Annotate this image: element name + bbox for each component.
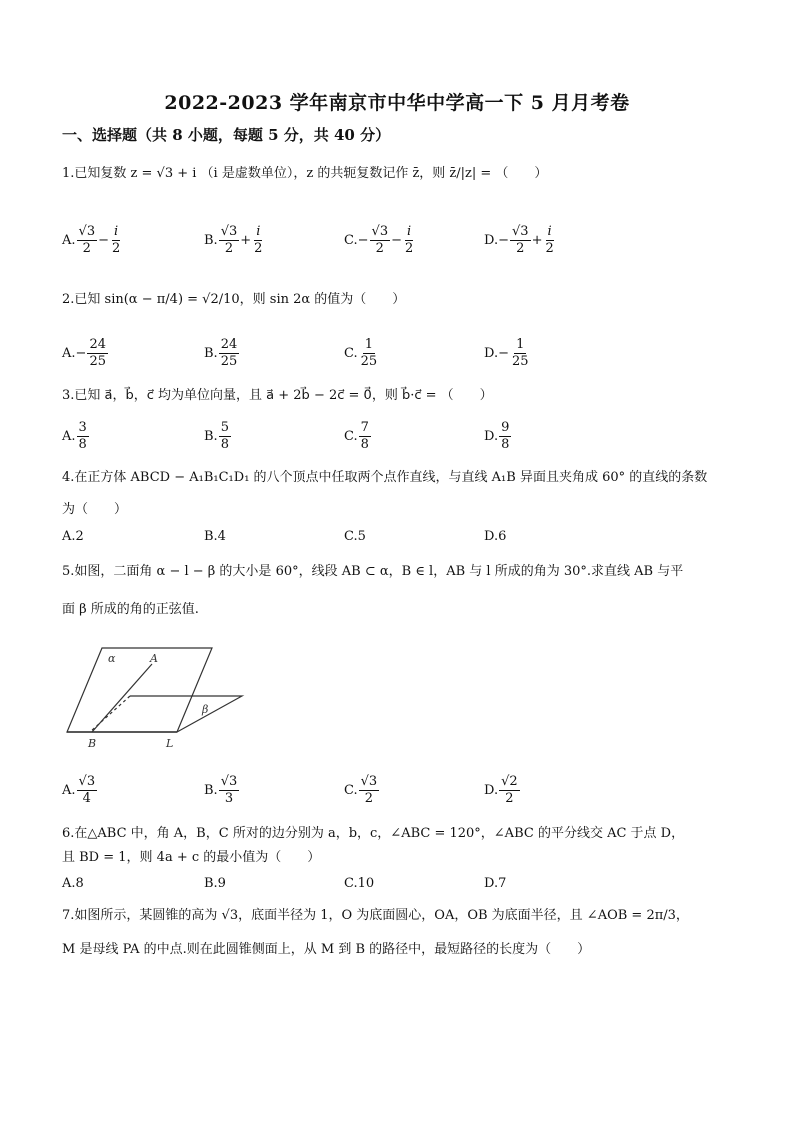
fraction: $\frac{i}{2}$ <box>545 223 554 256</box>
question-2: 2.已知 sin(α − π/4) = √2/10，则 sin 2α 的值为（ ） <box>62 292 406 307</box>
q1-option-b[interactable]: B. $\frac{√3}{2}$ + $\frac{i}{2}$ <box>204 223 263 256</box>
q4-option-b[interactable]: B.4 <box>204 529 226 544</box>
segment-ab <box>92 664 152 732</box>
q4-option-d[interactable]: D.6 <box>484 529 507 544</box>
question-1: 1.已知复数 z = √3 + i （i 是虚数单位），z 的共轭复数记作 z̄，则 z̄/|z| = （ ） <box>62 166 548 181</box>
fraction: $\frac{√3}{3}$ <box>220 773 238 806</box>
label-beta: β <box>202 703 209 716</box>
q4-option-a[interactable]: A.2 <box>62 529 84 544</box>
q3-option-d[interactable]: D. $\frac{9}{8}$ <box>484 419 510 452</box>
plane-beta <box>130 696 242 732</box>
question-5-line-2: 面 β 所成的角的正弦值. <box>62 602 199 617</box>
q5-option-d[interactable]: D. $\frac{√2}{2}$ <box>484 773 518 806</box>
fraction: $\frac{i}{2}$ <box>405 223 414 256</box>
fraction: $\frac{7}{8}$ <box>360 419 369 452</box>
question-6-line-1: 6.在△ABC 中，角 A，B，C 所对的边分别为 a，b，c，∠ABC = 120°，∠ABC 的平分线交 AC 于点 D， <box>62 826 685 841</box>
q3-option-a[interactable]: A. $\frac{3}{8}$ <box>62 419 87 452</box>
fraction: $\frac{i}{2}$ <box>112 223 121 256</box>
fraction: $\frac{√3}{2}$ <box>371 223 389 256</box>
q2-option-b[interactable]: B. $\frac{24}{25}$ <box>204 336 238 369</box>
q2-option-c[interactable]: C. $\frac{1}{25}$ <box>344 336 378 369</box>
fraction: $\frac{5}{8}$ <box>220 419 229 452</box>
q2-option-d[interactable]: D. − $\frac{1}{25}$ <box>484 336 529 369</box>
question-3: 3.已知 a⃗，b⃗，c⃗ 均为单位向量，且 a⃗ + 2b⃗ − 2c⃗ = 0⃗，则 b⃗·c⃗ = （ ） <box>62 388 493 403</box>
label-a: A <box>150 652 158 665</box>
fraction: $\frac{1}{25}$ <box>512 336 529 369</box>
question-4-line-1: 4.在正方体 ABCD − A₁B₁C₁D₁ 的八个顶点中任取两个点作直线，与直线 A₁B 异面且夹角成 60° 的直线的条数 <box>62 470 708 485</box>
fraction: $\frac{√3}{2}$ <box>220 223 238 256</box>
q1-option-a[interactable]: A. $\frac{√3}{2}$ − $\frac{i}{2}$ <box>62 223 121 256</box>
section-heading: 一、选择题（共 8 小题，每题 5 分，共 40 分） <box>62 126 391 144</box>
fraction: $\frac{3}{8}$ <box>78 419 87 452</box>
fraction: $\frac{√3}{2}$ <box>360 773 378 806</box>
question-4-line-2: 为（ ） <box>62 502 128 517</box>
label-b: B <box>88 737 97 750</box>
question-1-options <box>62 220 762 260</box>
question-5-options <box>62 770 762 810</box>
question-2-options <box>62 333 762 373</box>
fraction: $\frac{i}{2}$ <box>254 223 263 256</box>
question-7-line-1: 7.如图所示，某圆锥的高为 √3，底面半径为 1，O 为底面圆心，OA，OB 为底面半径，且 ∠AOB = 2π/3， <box>62 908 689 923</box>
question-3-options <box>62 416 762 456</box>
page-title: 2022-2023 学年南京市中华中学高一下 5 月月考卷 <box>164 92 630 114</box>
fraction: $\frac{9}{8}$ <box>501 419 510 452</box>
q2-option-a[interactable]: A. − $\frac{24}{25}$ <box>62 336 106 369</box>
label-l: L <box>166 737 174 750</box>
q6-option-b[interactable]: B.9 <box>204 876 226 891</box>
q6-option-d[interactable]: D.7 <box>484 876 507 891</box>
q3-option-c[interactable]: C. $\frac{7}{8}$ <box>344 419 369 452</box>
q1-option-d[interactable]: D. − $\frac{√3}{2}$ + $\frac{i}{2}$ <box>484 223 554 256</box>
plane-alpha <box>67 648 212 732</box>
question-5-line-1: 5.如图，二面角 α − l − β 的大小是 60°，线段 AB ⊂ α，B ∈ l，AB 与 l 所成的角为 30°.求直线 AB 与平 <box>62 564 684 579</box>
fraction: $\frac{24}{25}$ <box>89 336 106 369</box>
q3-option-b[interactable]: B. $\frac{5}{8}$ <box>204 419 229 452</box>
q6-option-a[interactable]: A.8 <box>62 876 84 891</box>
question-7-line-2: M 是母线 PA 的中点.则在此圆锥侧面上，从 M 到 B 的路径中，最短路径的长度为（ ） <box>62 942 591 957</box>
q4-option-c[interactable]: C.5 <box>344 529 366 544</box>
question-6-line-2: 且 BD = 1，则 4a + c 的最小值为（ ） <box>62 850 321 865</box>
fraction: $\frac{24}{25}$ <box>220 336 238 369</box>
label-alpha: α <box>108 652 116 665</box>
fraction: $\frac{1}{25}$ <box>360 336 378 369</box>
fraction: $\frac{√3}{2}$ <box>512 223 529 256</box>
dihedral-angle-figure <box>62 640 252 750</box>
q1-option-c[interactable]: C. − $\frac{√3}{2}$ − $\frac{i}{2}$ <box>344 223 414 256</box>
q5-option-a[interactable]: A. $\frac{√3}{4}$ <box>62 773 96 806</box>
fraction: $\frac{√3}{2}$ <box>78 223 96 256</box>
fraction: $\frac{√3}{4}$ <box>78 773 96 806</box>
q5-option-b[interactable]: B. $\frac{√3}{3}$ <box>204 773 238 806</box>
q6-option-c[interactable]: C.10 <box>344 876 375 891</box>
q5-option-c[interactable]: C. $\frac{√3}{2}$ <box>344 773 378 806</box>
fraction: $\frac{√2}{2}$ <box>501 773 518 806</box>
